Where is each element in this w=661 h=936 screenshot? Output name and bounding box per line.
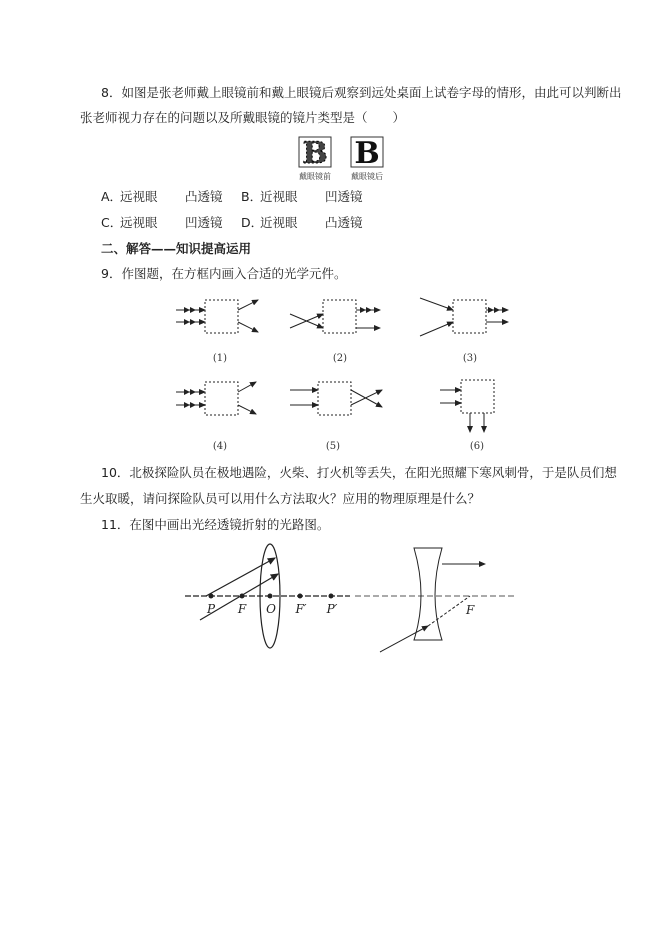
label-3: (3) <box>462 353 478 364</box>
box-3 <box>453 300 486 333</box>
label-F: F <box>237 602 247 616</box>
label-F-right: F <box>466 603 475 617</box>
q10-line2: 生火取暖，请问探险队员可以用什么方法取火？应用的物理原理是什么？ <box>80 491 481 506</box>
option-a-lens: 凸透镜 <box>185 189 223 204</box>
q8-line2: 张老师视力存在的问题以及所戴眼镜的镜片类型是（ ） <box>80 110 406 125</box>
option-d-lens: 凸透镜 <box>325 215 363 230</box>
option-d-text: 近视眼 <box>260 215 298 230</box>
label-P-prime: P′ <box>326 602 338 616</box>
q11-text: 11．在图中画出光经透镜折射的光路图。 <box>101 517 330 532</box>
q8-figure <box>296 135 396 181</box>
label-1: (1) <box>212 353 228 364</box>
box-5 <box>318 382 351 415</box>
label-P: P <box>206 602 216 616</box>
q9-diagram <box>170 292 520 462</box>
blurry-letter: B <box>302 136 328 171</box>
caption-after: 戴眼镜后 <box>351 172 383 181</box>
option-a-key: A． <box>101 189 123 204</box>
q10-line1: 10．北极探险队员在极地遇险，火柴、打火机等丢失，在阳光照耀下寒风刺骨，于是队员们想 <box>101 465 617 480</box>
label-6: (6) <box>469 441 485 452</box>
label-5: (5) <box>325 441 341 452</box>
clear-letter: B <box>354 136 380 171</box>
option-b-key: B． <box>241 189 263 204</box>
section-title: 二、解答——知识提高运用 <box>101 241 252 256</box>
option-c-text: 远视眼 <box>120 215 158 230</box>
caption-before: 戴眼镜前 <box>299 172 331 181</box>
option-b-text: 近视眼 <box>260 189 298 204</box>
option-c-lens: 凹透镜 <box>185 215 223 230</box>
q11-diagram <box>180 540 520 665</box>
option-a-text: 远视眼 <box>120 189 158 204</box>
q9-figures <box>170 292 520 462</box>
q8-line1: 8．如图是张老师戴上眼镜前和戴上眼镜后观察到远处桌面上试卷字母的情形，由此可以判断出 <box>101 85 622 100</box>
q11-figure <box>180 540 520 665</box>
option-d-key: D． <box>241 215 264 230</box>
label-O: O <box>266 602 276 616</box>
q9-text: 9．作图题，在方框内画入合适的光学元件。 <box>101 266 347 281</box>
label-4: (4) <box>212 441 228 452</box>
box-2 <box>323 300 356 333</box>
box-6 <box>461 380 494 413</box>
label-2: (2) <box>332 353 348 364</box>
box-1 <box>205 300 238 333</box>
box-4 <box>205 382 238 415</box>
option-c-key: C． <box>101 215 123 230</box>
option-b-lens: 凹透镜 <box>325 189 363 204</box>
label-F-prime: F′ <box>295 602 307 616</box>
